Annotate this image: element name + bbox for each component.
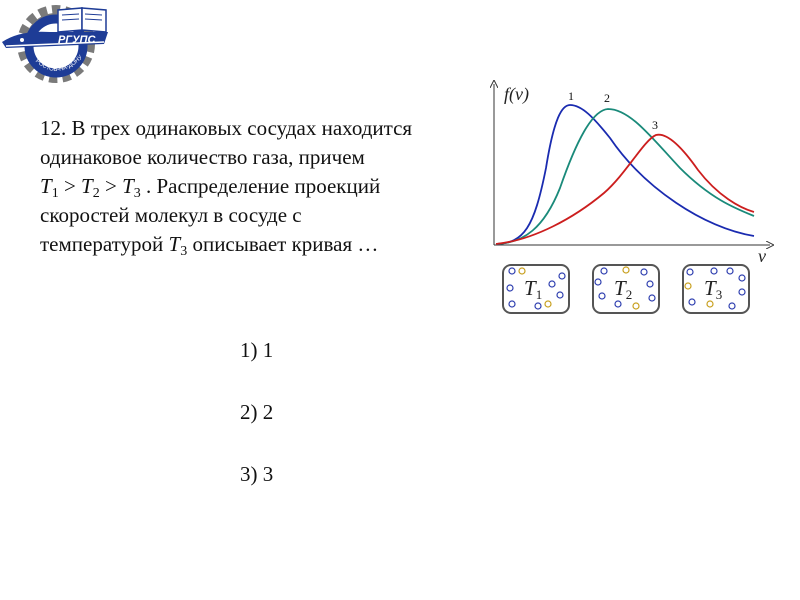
vessel-t3 xyxy=(682,264,750,314)
logo-subtext: РОСТОВ-НА-ДОНУ xyxy=(33,54,84,74)
vessel-t3-label: $T_3$ xyxy=(704,276,723,302)
vessel-t1-label: $T_1$ xyxy=(524,276,543,302)
answer-options xyxy=(240,336,273,522)
x-axis-label: v xyxy=(758,246,766,264)
university-logo xyxy=(0,0,114,92)
question-line-4: скоростей молекул в сосуде с xyxy=(40,203,302,227)
question-line-2: одинаковое количество газа, причем xyxy=(40,145,365,169)
answer-option-3[interactable]: 3) 3 xyxy=(240,462,274,486)
distribution-graph xyxy=(484,78,774,264)
vessel-t2-label: $T_2$ xyxy=(614,276,633,302)
answer-option-2[interactable]: 2) 2 xyxy=(240,400,274,424)
question-text xyxy=(40,114,480,259)
curve-1 xyxy=(496,105,754,244)
answer-option-1[interactable]: 1) 1 xyxy=(240,338,274,362)
question-line-5: температурой $T_3$ описывает кривая … xyxy=(40,232,379,259)
vessel-t1 xyxy=(502,264,570,314)
question-line-3: $T_1 > T_2 > T_3$ . Распределение проекций xyxy=(40,174,381,201)
curve-1-label: 1 xyxy=(568,89,574,103)
book-icon xyxy=(58,8,106,32)
vessel-t2 xyxy=(592,264,660,314)
y-axis-label: f(v) xyxy=(504,84,529,104)
curve-2-label: 2 xyxy=(604,91,610,105)
curve-3-label: 3 xyxy=(652,118,658,132)
logo-text: РГУПС xyxy=(58,34,96,46)
question-line-1: 12. В трех одинаковых сосудах находится xyxy=(40,116,413,140)
